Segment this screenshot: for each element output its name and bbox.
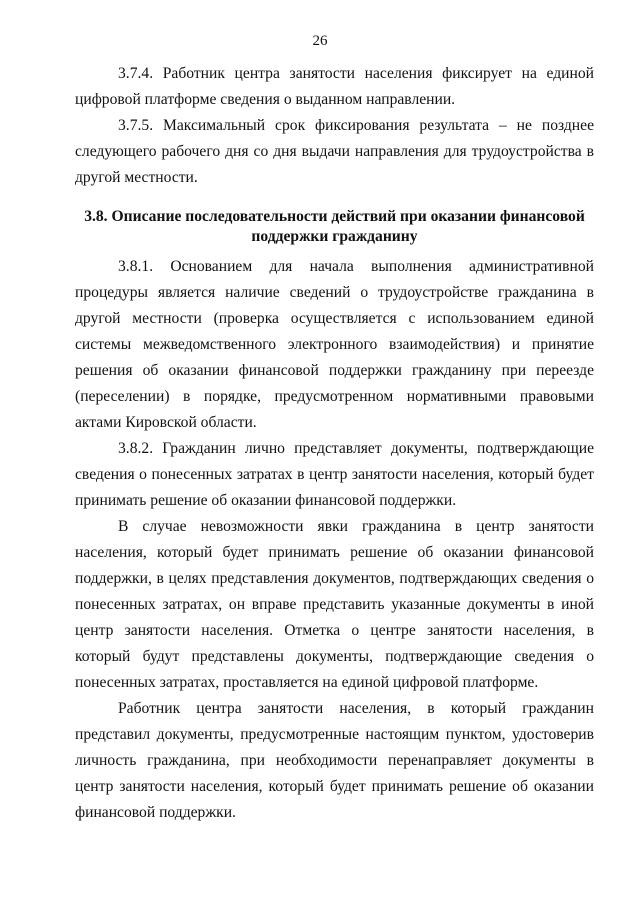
- paragraph-absence-case: В случае невозможности явки гражданина в центр занятости населения, который будет принимать решение об оказании финансовой поддержки, в целях представления документов, подтверждающих сведения о понесенных затратах, он вправе представить указанные документы в иной центр занятости населения. Отметка о центре занятости населения, в который будут представлены документы, подтверждающие сведения о понесенных затратах, проставляется на единой цифровой платформе.: [75, 518, 594, 691]
- paragraph-3-7-5: 3.7.5. Максимальный срок фиксирования результата – не позднее следующего рабочего дня со дня выдачи направления для трудоустройства в другой местности.: [75, 117, 594, 186]
- paragraph-3-8-1: 3.8.1. Основанием для начала выполнения административной процедуры является наличие сведений о трудоустройстве гражданина в другой местности (проверка осуществляется с использованием единой системы межведомственного электронного взаимодействия) и принятие решения об оказании финансовой поддержки гражданину при переезде (переселении) в порядке, предусмотренном нормативными правовыми актами Кировской области.: [75, 258, 594, 431]
- section-3-7-paragraphs: [75, 61, 594, 191]
- page-number: 26: [312, 33, 328, 49]
- section-3-8-paragraphs: [75, 254, 594, 826]
- section-heading-3-8: 3.8. Описание последовательности действий при оказании финансовой поддержки гражданину: [84, 208, 585, 245]
- paragraph-worker-redirect: Работник центра занятости населения, в который гражданин представил документы, предусмотренные настоящим пунктом, удостоверив личность гражданина, при необходимости перенаправляет документы в центр занятости населения, который будет принимать решение об оказании финансовой поддержки.: [75, 700, 594, 821]
- paragraph-3-8-2: 3.8.2. Гражданин лично представляет документы, подтверждающие сведения о понесенных затратах в центр занятости населения, который будет принимать решение об оказании финансовой поддержки.: [75, 440, 594, 509]
- paragraph-3-7-4: 3.7.4. Работник центра занятости населения фиксирует на единой цифровой платформе сведения о выданном направлении.: [75, 65, 594, 108]
